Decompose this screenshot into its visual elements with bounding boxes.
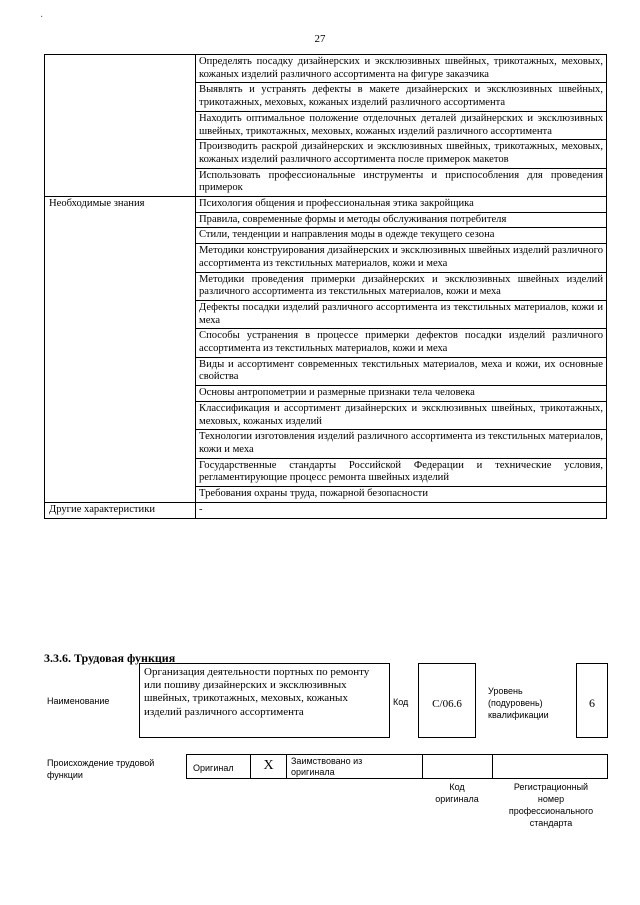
origin-label [47,757,154,781]
caption-line: номер [537,794,565,804]
page-number: 27 [314,33,326,45]
row-text: Выявлять и устранять дефекты в макете дизайнерских и эксклюзивных швейных, трикотажных, меховых, кожаных изделий различного ассортимента [199,84,603,109]
row-text: Основы антропометрии и размерные признаки тела человека [199,387,475,399]
row-text-cell [196,228,607,244]
row-text: Виды и ассортимент современных текстильных материалов, меха и кожи, их основные свойства [199,358,603,383]
row-label-cell [45,55,196,197]
row-text: Дефекты посадки изделий различного ассортимента из текстильных материалов, кожи и меха [199,301,603,326]
borrowed-label-line: оригинала [291,767,335,777]
row-label: Другие характеристики [49,503,156,515]
table-row [45,55,607,83]
row-label-cell [45,197,196,503]
row-text: Определять посадку дизайнерских и эксклюзивных швейных, трикотажных, меховых, кожаных изделий различного ассортимента на фигуре заказчика [199,56,603,80]
function-name-box [139,663,390,738]
caption-line: стандарта [529,818,573,828]
scan-mark: · [40,12,44,23]
row-text: Производить раскрой дизайнерских и эксклюзивных швейных, трикотажных, меховых, кожаных изделий различного ассортимента после примерок макетов [199,141,603,165]
row-text: Методики проведения примерки дизайнерских и эксклюзивных швейных изделий различного ассортимента из текстильных материалов, кожи и меха [199,273,603,298]
row-text-cell [196,272,607,300]
table-row [45,197,607,213]
row-text-cell [196,401,607,429]
origin-row [186,754,608,779]
row-text-cell [196,502,607,518]
row-text: Требования охраны труда, пожарной безопасности [199,488,428,500]
row-text-cell [196,111,607,139]
level-label-line: (подуровень) [488,698,543,708]
reg-number-cell [493,755,607,778]
skills-knowledge-table [44,54,607,519]
row-text-cell [196,140,607,168]
level-box [576,663,608,738]
caption-line: Код [449,782,465,792]
row-text: Классификация и ассортимент дизайнерских и эксклюзивных швейных, трикотажных, меховых, кожаных изделий [199,402,603,427]
row-text-cell [196,244,607,272]
level-label [488,685,549,721]
code-original-caption [422,781,492,805]
borrowed-cell [287,755,423,778]
original-mark-cell [251,755,287,778]
row-text: Правила, современные формы и методы обслуживания потребителя [199,213,507,225]
row-text-cell [196,83,607,111]
row-text: Находить оптимальное положение отделочных деталей дизайнерских и эксклюзивных швейных, трикотажных, меховых, кожаных изделий различного ассортимента [199,112,603,137]
row-text-cell [196,386,607,402]
section-title: 3.3.6. Трудовая функция [44,651,176,665]
row-text: - [199,503,203,515]
row-text: Способы устранения в процессе примерки дефектов посадки изделий различного ассортимента из текстильных материалов, кожи и меха [199,330,603,355]
row-text-cell [196,357,607,385]
caption-line: оригинала [435,794,479,804]
level-label-line: Уровень [488,686,523,696]
caption-line: Регистрационный [513,782,589,792]
name-label: Наименование [47,696,110,706]
caption-line: профессионального [508,806,594,816]
original-mark: X [263,758,274,773]
row-text: Методики конструирования дизайнерских и эксклюзивных швейных изделий различного ассортимента из текстильных материалов, кожи и меха [199,245,603,269]
row-text-cell [196,329,607,357]
origin-label-line: функции [47,770,83,780]
row-text-cell [196,55,607,83]
code-original-cell [423,755,493,778]
row-text: Стили, тенденции и направления моды в одежде текущего сезона [199,229,495,241]
borrowed-label-line: Заимствовано из [291,756,363,766]
row-text: Технологии изготовления изделий различного ассортимента из текстильных материалов, кожи и меха [199,431,603,455]
code-label: Код [393,697,409,707]
row-text: Использовать профессиональные инструменты и приспособления для проведения примерок [199,169,603,194]
row-text: Психология общения и профессиональная этика закройщика [199,198,474,210]
row-text-cell [196,168,607,196]
original-cell [187,755,251,778]
row-text-cell [196,212,607,228]
function-name: Организация деятельности портных по ремонту или пошиву дизайнерских и эксклюзивных швейных, трикотажных, меховых, кожаных изделий различного ассортимента [144,666,370,718]
table-row [45,502,607,518]
level-label-line: квалификации [488,710,549,720]
level-value: 6 [589,696,595,710]
origin-label-line: Происхождение трудовой [47,758,155,768]
row-text-cell [196,487,607,503]
code-box [418,663,476,738]
table-body [45,55,607,519]
row-text-cell [196,197,607,213]
code-value: C/06.6 [432,698,462,710]
row-text: Государственные стандарты Российской Федерации и технические условия, регламентирующие процесс ремонта швейных изделий [199,459,603,484]
row-label-cell [45,502,196,518]
row-text-cell [196,458,607,486]
row-text-cell [196,430,607,458]
row-label: Необходимые знания [49,198,145,210]
reg-number-caption [494,781,608,829]
original-label: Оригинал [193,763,234,773]
row-text-cell [196,300,607,328]
